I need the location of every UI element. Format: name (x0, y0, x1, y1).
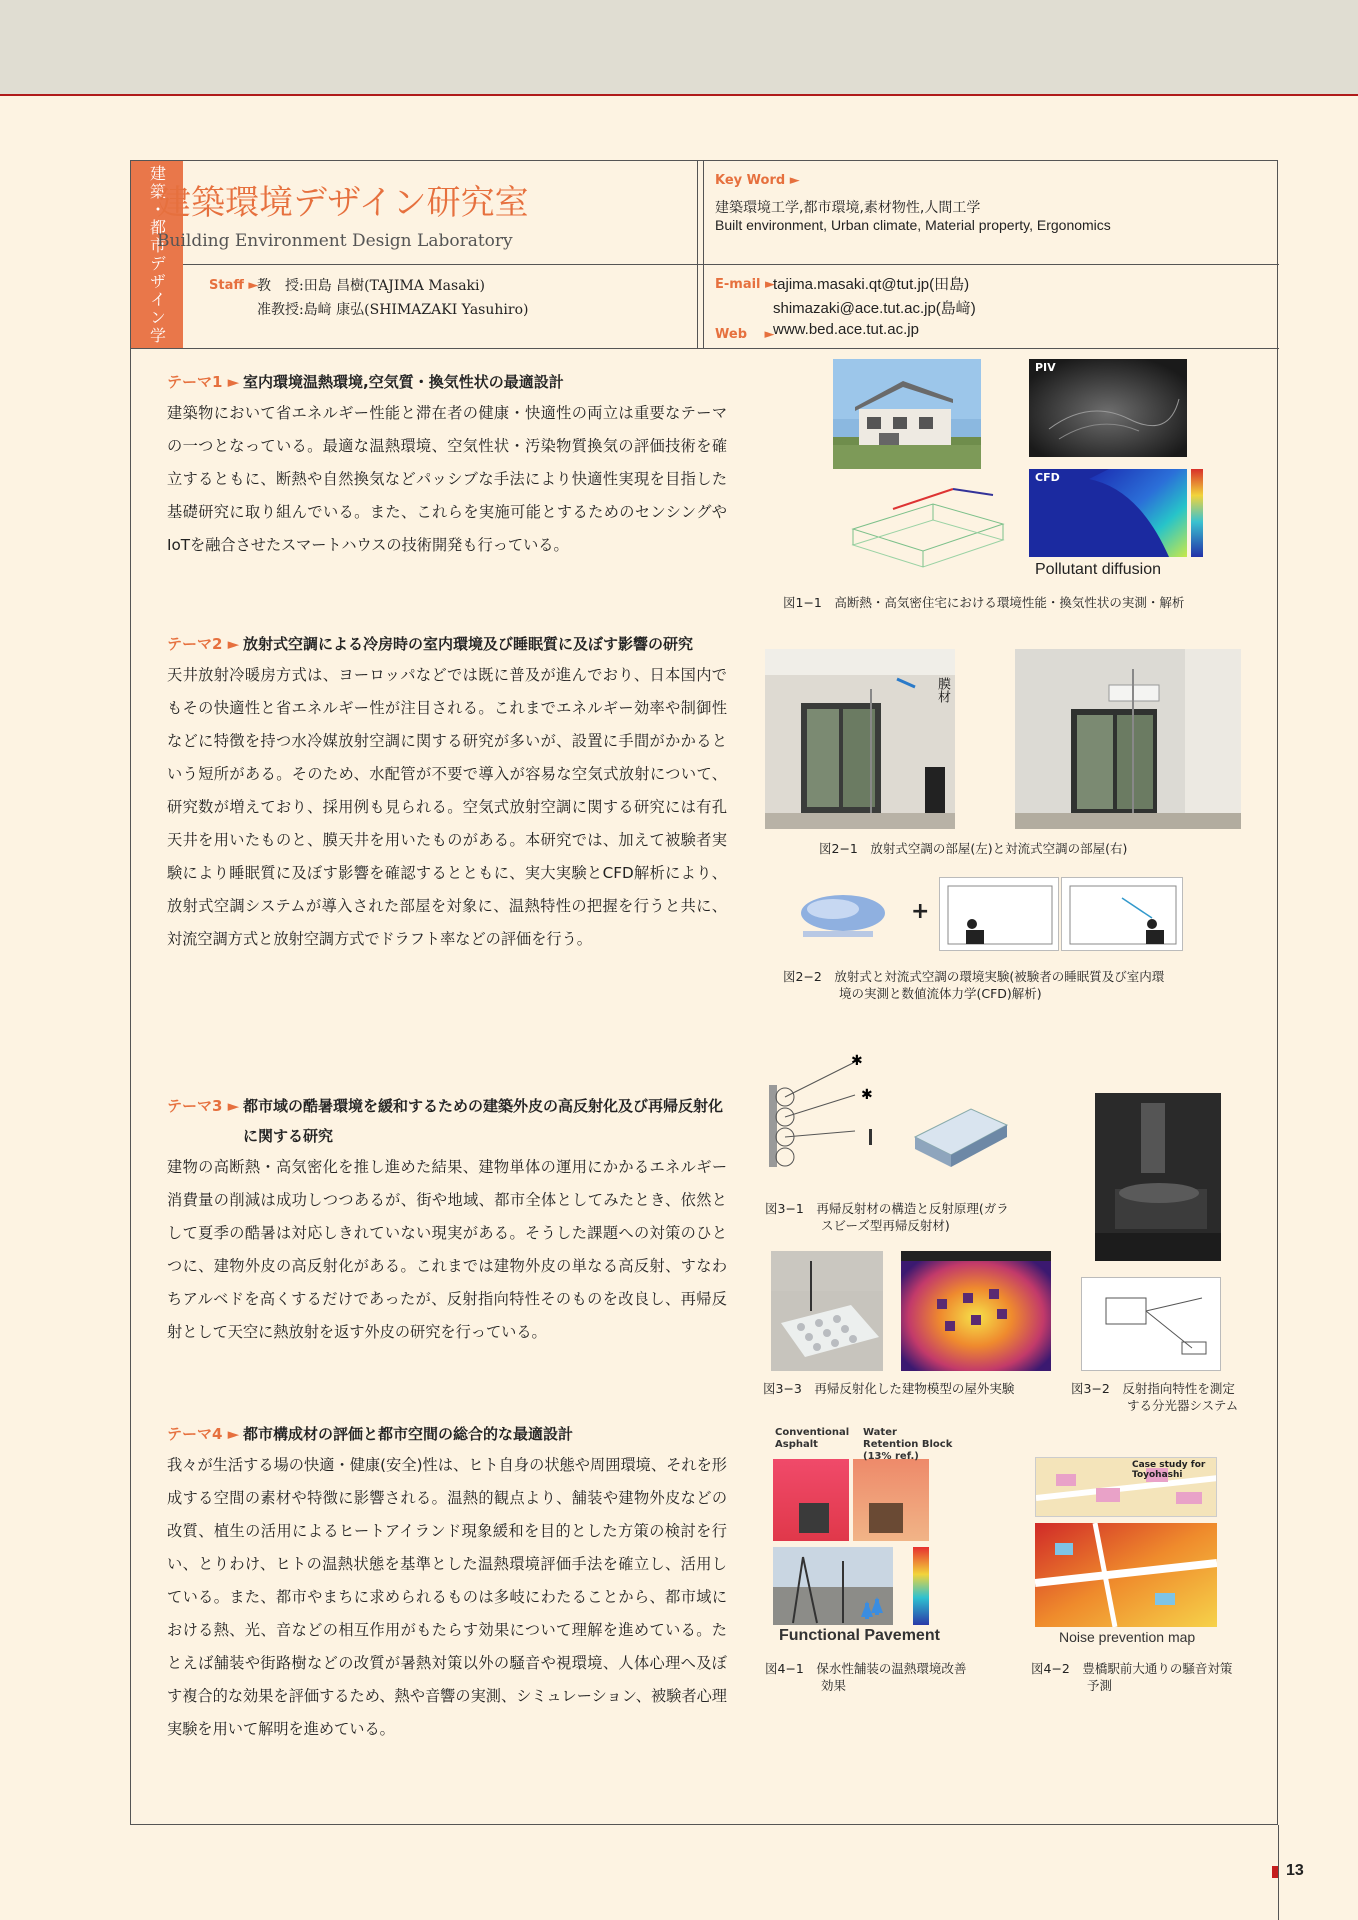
theme-4-label: テーマ4 ► (167, 1425, 240, 1443)
temperature-color-scale (913, 1547, 929, 1625)
lab-title: 建築環境デザイン研究室 (157, 183, 529, 223)
lab-subtitle: Building Environment Design Laboratory (157, 231, 513, 251)
caption-fig3-2a: 図3−2 反射指向特性を測定 (1071, 1381, 1235, 1396)
piv-image (1029, 359, 1187, 457)
lab-panel (130, 160, 1278, 1825)
conventional-asphalt-thermal (773, 1459, 849, 1541)
convection-room-photo (1015, 649, 1241, 829)
water-retention-block-thermal (853, 1459, 929, 1541)
wireframe-model (833, 479, 1019, 569)
theme-4-title: 都市構成材の評価と都市空間の総合的な最適設計 (243, 1425, 574, 1443)
radiant-room-diagram (1061, 877, 1183, 951)
pollutant-diffusion-label: Pollutant diffusion (1035, 561, 1162, 578)
category-tab: 建築・都市デザイン学 (131, 161, 183, 348)
caption-fig2-1: 図2−1 放射式空調の部屋(左)と対流式空調の部屋(右) (819, 841, 1128, 856)
theme-1-title: 室内環境温熱環境,空気質・換気性状の最適設計 (243, 373, 564, 391)
noise-prevention-map-label: Noise prevention map (1059, 1629, 1196, 1645)
theme-4 (167, 1419, 727, 1746)
caption-fig2-2a: 図2−2 放射式と対流式空調の環境実験(被験者の睡眠質及び室内環 (783, 969, 1165, 984)
keywords-en: Built environment, Urban climate, Material property, Ergonomics (715, 217, 1111, 233)
top-band (0, 0, 1358, 96)
web-link[interactable]: www.bed.ace.tut.ac.jp (773, 321, 919, 338)
retroreflection-principle-diagram (765, 1045, 895, 1177)
conventional-asphalt-label: Conventional Asphalt (775, 1427, 850, 1450)
spectrometer-photo (1095, 1093, 1221, 1261)
header-divider-vertical (703, 161, 704, 348)
caption-fig3-2b: する分光器システム (1127, 1398, 1239, 1413)
staff-label: Staff ► (209, 278, 259, 293)
page-number: 13 (1286, 1862, 1304, 1879)
header-bottom-rule (131, 348, 1279, 349)
web-label: Web ► (715, 327, 775, 342)
theme-3-label: テーマ3 ► (167, 1097, 240, 1115)
email-link-tajima[interactable]: tajima.masaki.qt@tut.jp(田島) (773, 276, 970, 293)
caption-fig3-1a: 図3−1 再帰反射材の構造と反射原理(ガラ (765, 1201, 1009, 1216)
caption-fig4-2a: 図4−2 豊橋駅前大通りの騒音対策 (1031, 1661, 1233, 1676)
page-edge-line (1278, 1825, 1279, 1920)
theme-3-body: 建物の高断熱・高気密化を推し進めた結果、建物単体の運用にかかるエネルギー消費量の削減は成功しつつあるが、街や地域、都市全体としてみたとき、依然として夏季の酷暑は対応しきれていない現実がある。そうした課題への対策のひとつに、建物外皮の高反射化がある。これまでは建物外皮の単なる高反射、すなわちアルベドを高くするだけであったが、反射指向特性そのものを改良し、再帰反射として天空に熱放射を返す外皮の研究を行っている。 (167, 1158, 727, 1341)
sleep-experiment-diagram (793, 879, 903, 949)
caption-fig1-1: 図1−1 高断熱・高気密住宅における環境性能・換気性状の実測・解析 (783, 595, 1185, 610)
spectrometer-system-diagram (1081, 1277, 1221, 1371)
caption-fig4-2b: 予測 (1087, 1678, 1113, 1693)
staff-professor: 教 授:田島 昌樹(TAJIMA Masaki) (257, 278, 485, 294)
piv-label: PIV (1035, 361, 1056, 374)
convective-room-diagram (939, 877, 1059, 951)
header-divider-vertical (697, 161, 698, 348)
theme-2-title: 放射式空調による冷房時の室内環境及び睡眠質に及ぼす影響の研究 (243, 635, 694, 653)
theme-1-body: 建築物において省エネルギー性能と滞在者の健康・快適性の両立は重要なテーマの一つとなっている。最適な温熱環境、空気性状・汚染物質換気の評価技術を確立するともに、断熱や自然換気などパッシブな手法により快適性実現を目指した基礎研究に取り組んでいる。また、これらを実施可能とするためのセンシングやIoTを融合させたスマートハウスの技術開発も行っている。 (167, 404, 727, 554)
retroreflective-model-photo (771, 1251, 883, 1371)
functional-pavement-label: Functional Pavement (779, 1627, 940, 1644)
noise-prevention-map-image (1035, 1523, 1217, 1627)
thermal-image (901, 1251, 1051, 1371)
theme-2-body: 天井放射冷暖房方式は、ヨーロッパなどでは既に普及が進んでおり、日本国内でもその快適性と省エネルギー性が注目される。これまでエネルギー効率や制御性などに特徴を持つ水冷媒放射空調に関する研究が多いが、設置に手間がかかるという短所がある。そのため、水配管が不要で導入が容易な空気式放射について、研究数が増えており、採用例も見られる。空気式放射空調に関する研究には有孔天井を用いたものと、膜天井を用いたものがある。本研究では、加えて被験者実験により睡眠質に及ぼす影響を確認するとともに、実大実験とCFD解析により、放射式空調システムが導入された部屋を対象に、温熱特性の把握を行うと共に、対流空調方式と放射空調方式でドラフト率などの評価を行う。 (167, 666, 727, 948)
staff-associate-professor: 准教授:島﨑 康弘(SHIMAZAKI Yasuhiro) (257, 302, 529, 318)
caption-fig4-1b: 効果 (821, 1678, 847, 1693)
caption-fig3-3: 図3−3 再帰反射化した建物模型の屋外実験 (763, 1381, 1015, 1396)
caption-fig2-2b: 境の実測と数値流体力学(CFD)解析) (839, 986, 1042, 1001)
theme-1 (167, 367, 727, 562)
plus-icon: + (911, 899, 930, 924)
theme-2-label: テーマ2 ► (167, 635, 240, 653)
water-retention-label: Water Retention Block (13% ref.) (863, 1427, 953, 1462)
keyword-label: Key Word ► (715, 173, 800, 188)
theme-4-body: 我々が生活する場の快適・健康(安全)性は、ヒト自身の状態や周囲環境、それを形成する空間の素材や特徴に影響される。温熱的観点より、舗装や建物外皮などの改質、植生の活用によるヒートアイランド現象緩和を目的とした方策の検討を行い、とりわけ、ヒトの温熱状態を基準とした温熱環境評価手法を確立し、活用している。また、都市やまちに求められるものは多岐にわたることから、都市域における熱、光、音などの相互作用がもたらす効果について理解を進めている。たとえば舗装や街路樹などの改質が暑熱対策以外の騒音や視環境、人体心理へ及ぼす複合的な効果を評価するため、熱や音響の実測、シミュレーション、被験者心理実験を用いて解明を進めている。 (167, 1456, 727, 1738)
radiant-room-photo (765, 649, 955, 829)
keywords-jp: 建築環境工学,都市環境,素材物性,人間工学 (715, 200, 981, 216)
case-study-label: Case study for Toyohashi (1132, 1460, 1206, 1480)
svg-text:✱: ✱ (861, 1087, 873, 1103)
house-photo (833, 359, 981, 469)
email-link-shimazaki[interactable]: shimazaki@ace.tut.ac.jp(島﨑) (773, 300, 976, 317)
email-label: E-mail ► (715, 277, 776, 292)
page-number-marker (1272, 1866, 1278, 1878)
svg-text:✱: ✱ (851, 1053, 863, 1069)
theme-2 (167, 629, 727, 956)
caption-fig4-1a: 図4−1 保水性舗装の温熱環境改善 (765, 1661, 967, 1676)
cfd-image (1029, 469, 1187, 557)
cfd-label: CFD (1035, 471, 1060, 484)
theme-3 (167, 1091, 727, 1349)
theme-3-title: 都市域の酷暑環境を緩和するための建築外皮の高反射化及び再帰反射化に関する研究 (243, 1097, 724, 1145)
case-study-map (1035, 1457, 1217, 1517)
cfd-color-scale (1191, 469, 1203, 557)
membrane-label: 膜材 (935, 677, 950, 703)
glass-bead-structure (911, 1097, 1009, 1175)
caption-fig3-1b: スビーズ型再帰反射材) (821, 1218, 950, 1233)
pavement-field-photo (773, 1547, 893, 1625)
header-divider (183, 264, 1279, 265)
theme-1-label: テーマ1 ► (167, 373, 240, 391)
